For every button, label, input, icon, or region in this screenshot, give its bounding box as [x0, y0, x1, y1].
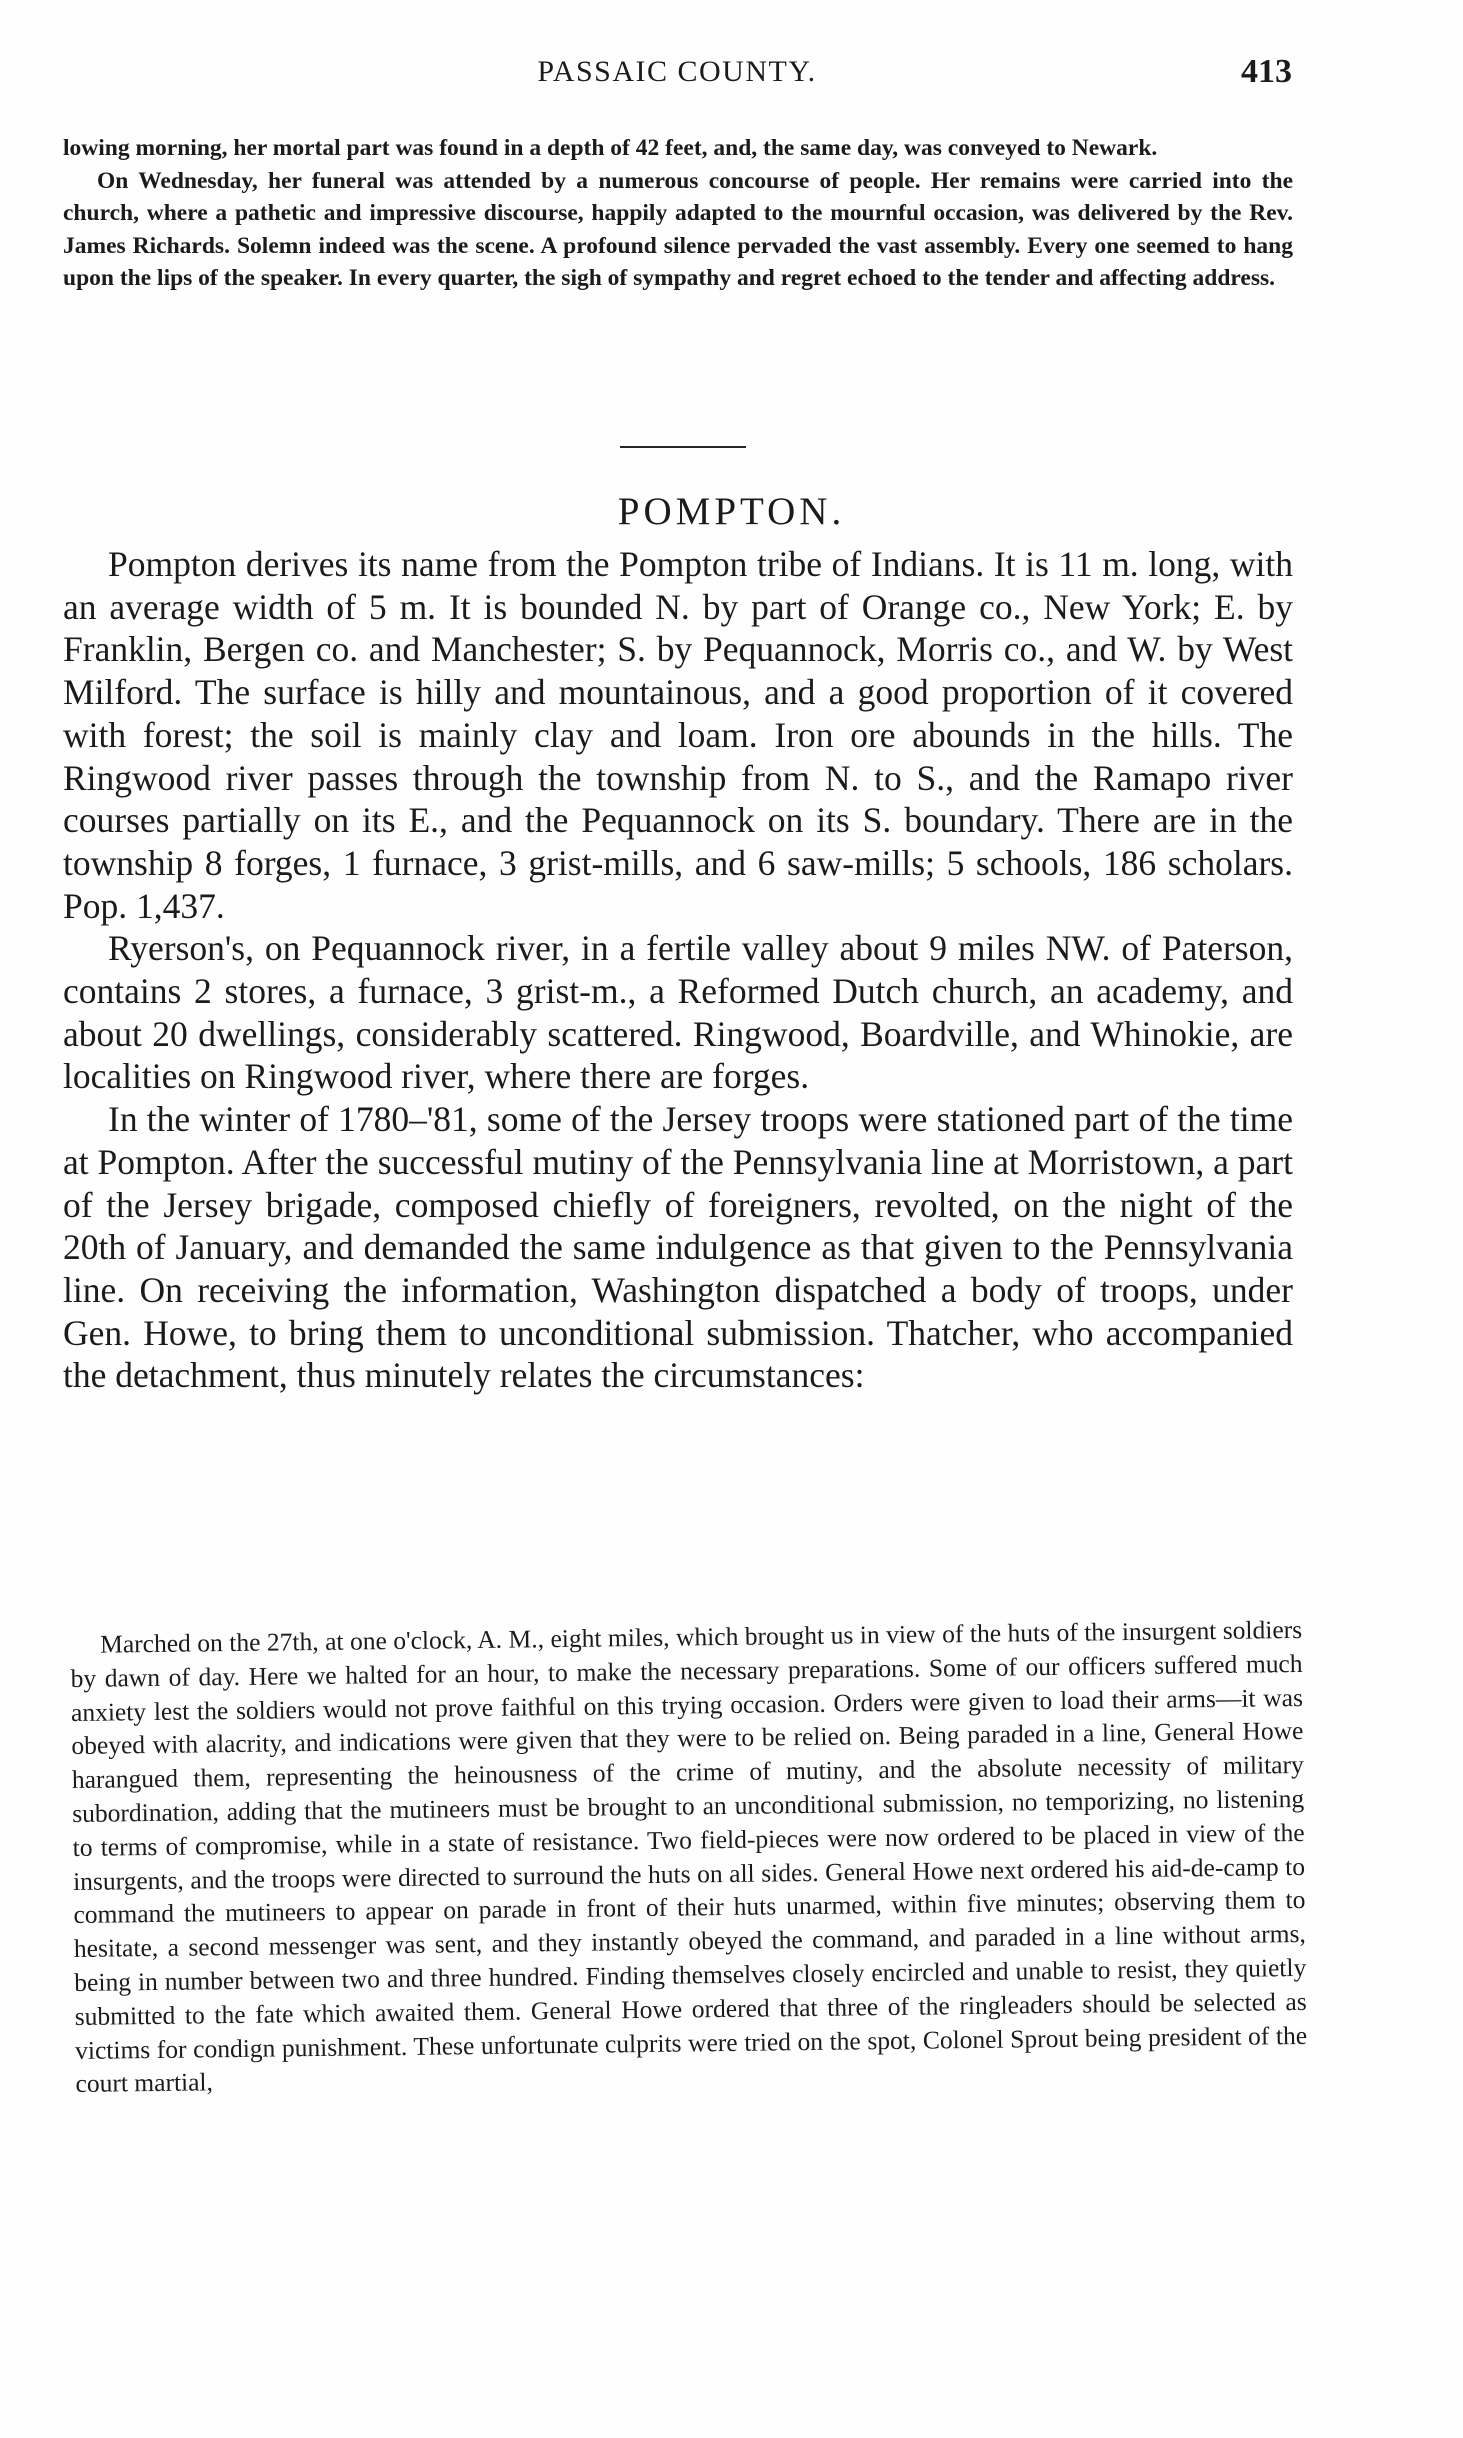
running-head	[62, 52, 1292, 108]
pompton-description-paragraph: Pompton derives its name from the Pompton tribe of Indians. It is 11 m. long, with an average width of 5 m. It is bounded N. by part of Orange co., New York; E. by Franklin, Bergen co. and Manchester; S. by Pequannock, Morris co., and W. by West Milford. The surface is hilly and mountainous, and a good proportion of it covered with forest; the soil is mainly clay and loam. Iron ore abounds in the hills. The Ringwood river passes through the township from N. to S., and the Ramapo river courses partially on its E., and the Pequannock on its S. boundary. There are in the township 8 forges, 1 furnace, 3 grist-mills, and 6 saw-mills; 5 schools, 186 scholars. Pop. 1,437.	[63, 544, 1293, 926]
section-title: POMPTON.	[617, 490, 846, 533]
page-number: 413	[1241, 53, 1292, 90]
section-divider	[620, 446, 746, 448]
pompton-text	[63, 543, 1293, 1397]
running-title: PASSAIC COUNTY.	[537, 55, 817, 88]
ryersons-paragraph: Ryerson's, on Pequannock river, in a fertile valley about 9 miles NW. of Paterson, contains 2 stores, a furnace, 3 grist-m., a Reformed Dutch church, an academy, and about 20 dwellings, considerably scattered. Ringwood, Boardville, and Whinokie, are localities on Ringwood river, where there are forges.	[63, 928, 1293, 1097]
continued-text-block	[63, 132, 1293, 295]
quote-paragraph: Marched on the 27th, at one o'clock, A. M., eight miles, which brought us in view of the huts of the insurgent soldiers by dawn of day. Here we halted for an hour, to make the necessary preparations. Some of our officers suffered much anxiety lest the soldiers would not prove faithful on this trying occasion. Orders were given to load their arms—it was obeyed with alacrity, and indications were given that they were to be relied on. Being paraded in a line, General Howe harangued them, representing the heinousness of the crime of mutiny, and the absolute necessity of military subordination, adding that the mutineers must be brought to an unconditional submission, no temporizing, no listening to terms of compromise, while in a state of resistance. Two field-pieces were now ordered to be placed in view of the insurgents, and the troops were directed to surround the huts on all sides. General Howe next ordered his aid-de-camp to command the mutineers to appear on parade in front of their huts unarmed, within five minutes; observing them to hesitate, a second messenger was sent, and they instantly obeyed the command, and paraded in a line without arms, being in number between two and three hundred. Finding themselves closely encircled and unable to resist, they quietly submitted to the fate which awaited them. General Howe ordered that three of the ringleaders should be selected as victims for condign punishment. These unfortunate culprits were tried on the spot, Colonel Sprout being president of the court martial,	[70, 1614, 1308, 2099]
funeral-paragraph: On Wednesday, her funeral was attended by a numerous concourse of people. Her remains were carried into the church, where a pathetic and impressive discourse, happily adapted to the mournful occasion, was delivered by the Rev. James Richards. Solemn indeed was the scene. A profound silence pervaded the vast assembly. Every one seemed to hang upon the lips of the speaker. In every quarter, the sigh of sympathy and regret echoed to the tender and affecting address.	[63, 167, 1293, 292]
continued-paragraph: lowing morning, her mortal part was found in a depth of 42 feet, and, the same day, was conveyed to Newark.	[63, 135, 1158, 161]
thatcher-quote	[70, 1613, 1308, 2101]
mutiny-paragraph: In the winter of 1780–'81, some of the Jersey troops were stationed part of the time at Pompton. After the successful mutiny of the Pennsylvania line at Morristown, a part of the Jersey brigade, composed chiefly of foreigners, revolted, on the night of the 20th of January, and demanded the same indulgence as that given to the Pennsylvania line. On receiving the information, Washington dispatched a body of troops, under Gen. Howe, to bring them to unconditional submission. Thatcher, who accompanied the detachment, thus minutely relates the circumstances:	[63, 1099, 1293, 1396]
